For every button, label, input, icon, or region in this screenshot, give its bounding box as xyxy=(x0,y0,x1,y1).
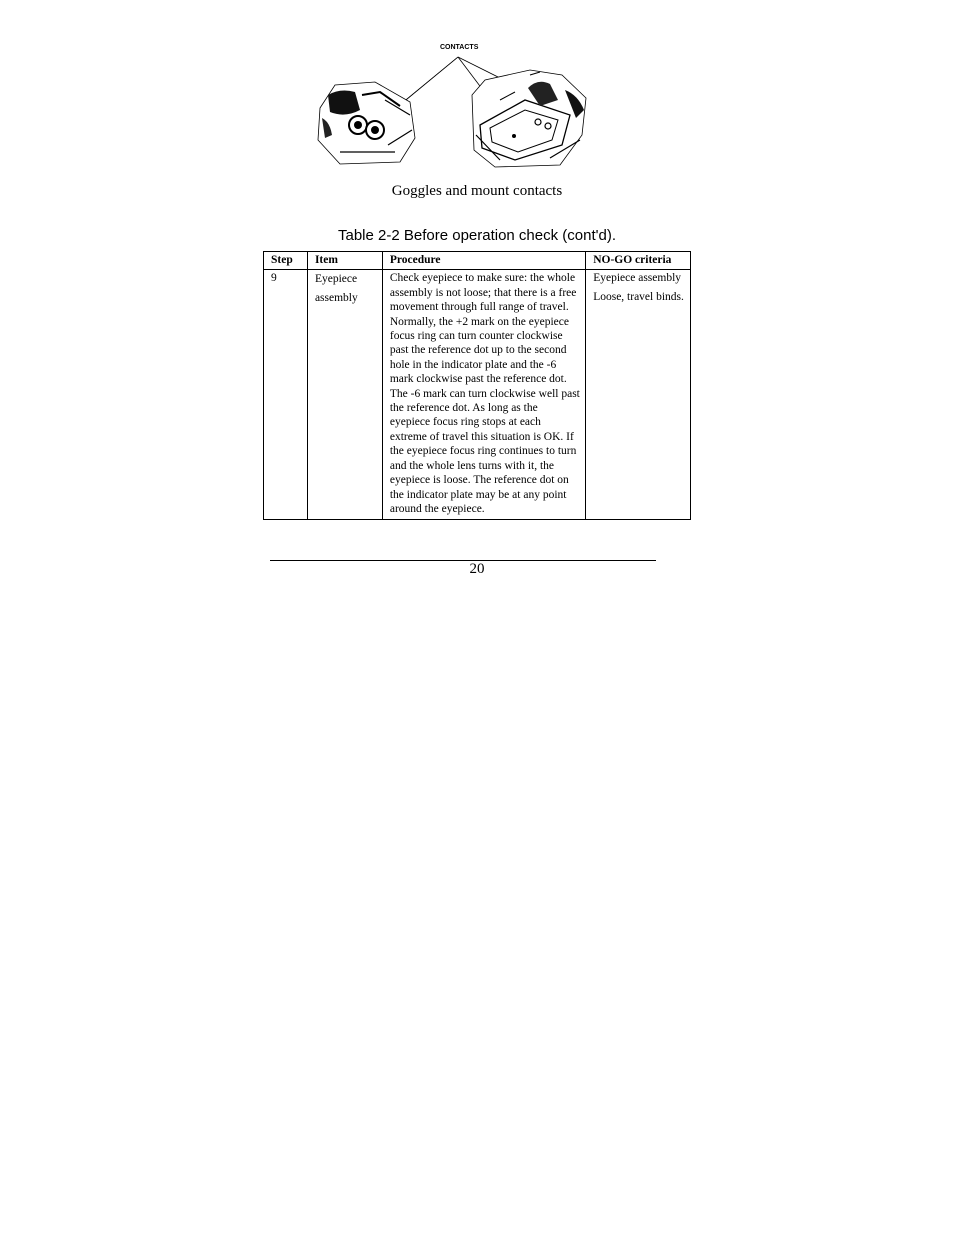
procedure-cell: Check eyepiece to make sure: the whole assembly is not loose; that there is a free movement through full range of travel. Normally, the +2 mark on the eyepiece focus ring can turn counter clockwise past the reference dot up to the second hole in the indicator plate and the -6 mark clockwise past the reference dot. The -6 mark can turn clockwise well past the reference dot. As long as the eyepiece focus ring stops at each extreme of travel this situation is OK. If the eyepiece focus ring continues to turn and the whole lens turns with it, the eyepiece is loose. The reference dot on the indicator plate may be at any point around the eyepiece. xyxy=(382,270,585,520)
table-row xyxy=(264,270,691,520)
header-item: Item xyxy=(307,252,382,270)
header-nogo-criteria: NO-GO criteria xyxy=(586,252,691,270)
goggles-mount-illustration xyxy=(300,40,600,175)
contacts-figure xyxy=(300,40,600,175)
table-header-row xyxy=(264,252,691,270)
mount-detail xyxy=(472,70,586,167)
header-step: Step xyxy=(264,252,308,270)
goggles-detail xyxy=(318,82,415,164)
step-cell: 9 xyxy=(264,270,308,520)
nogo-cell xyxy=(586,270,691,520)
header-procedure: Procedure xyxy=(382,252,585,270)
page-number: 20 xyxy=(469,561,485,577)
contacts-callout-label: CONTACTS xyxy=(440,44,479,51)
figure-caption: Goggles and mount contacts xyxy=(391,183,563,199)
table-title: Table 2-2 Before operation check (cont'd). xyxy=(337,227,617,244)
before-operation-check-table xyxy=(263,251,691,520)
item-cell: Eyepiece assembly xyxy=(307,270,382,520)
nogo-condition: Loose, travel binds. xyxy=(593,290,684,303)
nogo-item: Eyepiece assembly xyxy=(593,272,682,285)
